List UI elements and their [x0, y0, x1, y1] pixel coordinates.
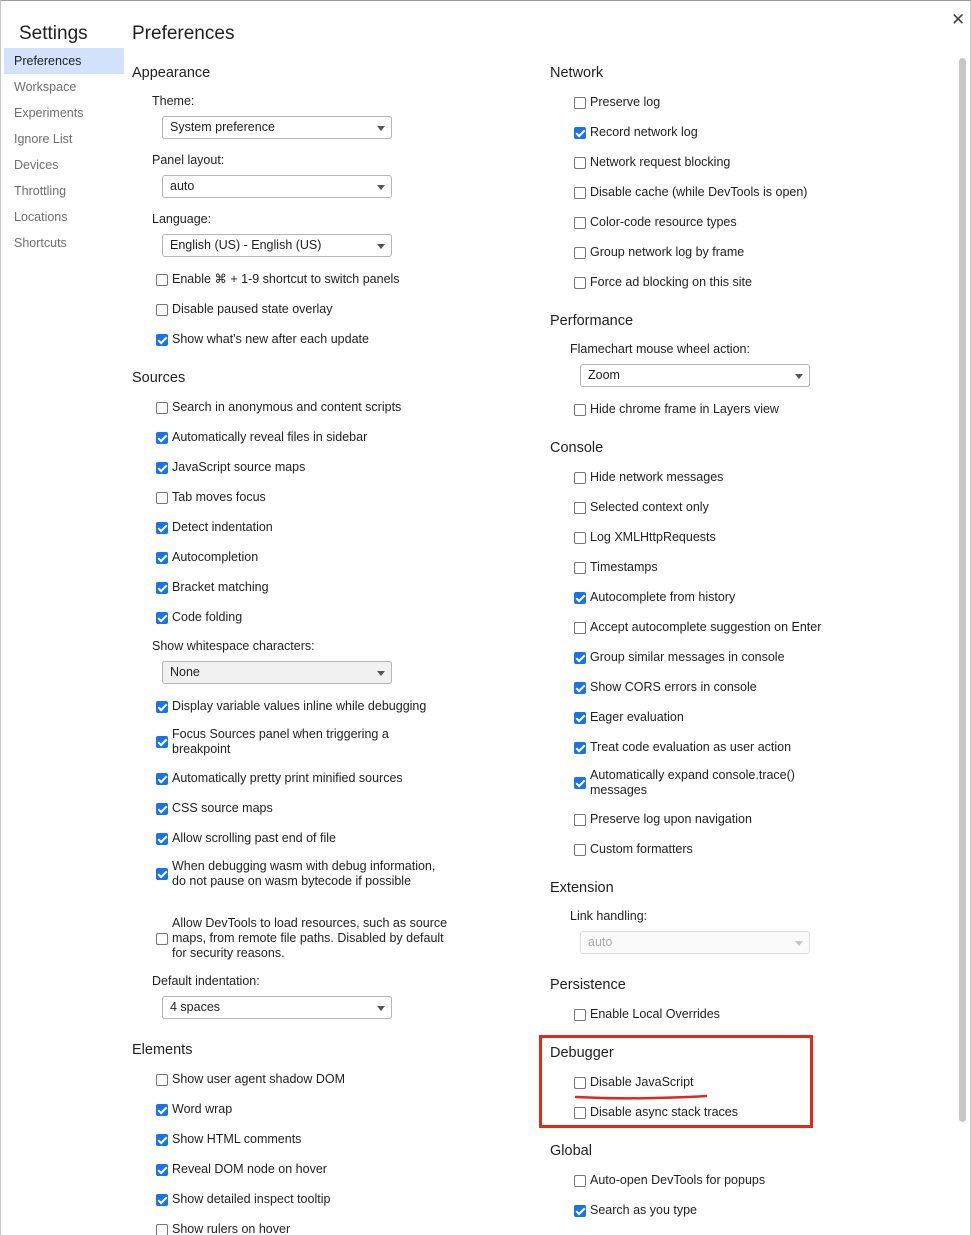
checkbox[interactable]: [574, 472, 586, 484]
language-value: English (US) - English (US): [170, 238, 322, 252]
checkbox[interactable]: [156, 492, 168, 504]
flamechart-label: Flamechart mouse wheel action:: [570, 342, 750, 356]
option-label: Show user agent shadow DOM: [172, 1072, 346, 1086]
checkbox[interactable]: [156, 1134, 168, 1146]
option-row[interactable]: [156, 1072, 345, 1087]
section-debugger: Debugger: [550, 1045, 614, 1061]
section-elements: Elements: [132, 1042, 193, 1058]
option-row[interactable]: [156, 831, 336, 846]
option-label: Timestamps: [590, 560, 658, 574]
option-row[interactable]: [156, 1162, 327, 1177]
section-extension: Extension: [550, 880, 614, 896]
option-label: Show rulers on hover: [172, 1222, 291, 1235]
option-row[interactable]: [156, 490, 266, 505]
option-row[interactable]: [156, 1222, 290, 1235]
option-label: Eager evaluation: [590, 710, 684, 724]
option-label: Show what's new after each update: [172, 332, 369, 346]
option-label: Log XMLHttpRequests: [590, 530, 716, 544]
section-performance: Performance: [550, 313, 634, 329]
scrollbar[interactable]: [956, 56, 969, 1235]
option-row[interactable]: [574, 155, 730, 170]
checkbox[interactable]: [156, 933, 168, 945]
option-row[interactable]: [156, 580, 269, 595]
option-row[interactable]: [156, 1102, 232, 1117]
option-row[interactable]: [574, 680, 757, 695]
link-handling-label: Link handling:: [570, 909, 648, 923]
option-label: Autocompletion: [172, 550, 259, 564]
option-row[interactable]: [156, 550, 258, 565]
dropdown-arrow-icon: [377, 244, 385, 249]
dropdown-arrow-icon: [377, 185, 385, 190]
option-row[interactable]: [574, 470, 723, 485]
option-row[interactable]: [156, 302, 333, 317]
checkbox[interactable]: [156, 612, 168, 624]
option-label: Treat code evaluation as user action: [590, 740, 792, 754]
checkbox[interactable]: [156, 334, 168, 346]
option-row[interactable]: [574, 560, 658, 575]
option-label: Allow scrolling past end of file: [172, 831, 336, 845]
option-label: Group similar messages in console: [590, 650, 785, 664]
whitespace-select[interactable]: [162, 661, 392, 684]
option-label: Enable Local Overrides: [590, 1007, 720, 1021]
option-label: Search in anonymous and content scripts: [172, 400, 402, 414]
option-label: Code folding: [172, 610, 243, 624]
checkbox[interactable]: [156, 582, 168, 594]
option-label: Group network log by frame: [590, 245, 745, 259]
checkbox[interactable]: [156, 304, 168, 316]
option-row[interactable]: [156, 520, 273, 535]
option-label: Bracket matching: [172, 580, 269, 594]
option-row[interactable]: [574, 1173, 765, 1188]
annotation-highlight-box: [539, 1035, 813, 1128]
dropdown-arrow-icon: [795, 374, 803, 379]
nav-item-locations[interactable]: Locations: [14, 210, 68, 224]
option-label: Preserve log upon navigation: [590, 812, 752, 826]
option-label: Enable ⌘ + 1-9 shortcut to switch panels: [172, 272, 400, 286]
language-select[interactable]: [162, 234, 392, 257]
checkbox[interactable]: [574, 187, 586, 199]
option-row[interactable]: [156, 801, 273, 816]
option-row[interactable]: [574, 500, 709, 515]
option-label: Display variable values inline while debugging: [172, 699, 427, 713]
option-label: Focus Sources panel when triggering a breakpoint: [172, 727, 389, 756]
nav-item-devices[interactable]: Devices: [14, 158, 59, 172]
checkbox[interactable]: [574, 532, 586, 544]
option-row[interactable]: [574, 185, 807, 200]
dropdown-arrow-icon: [377, 126, 385, 131]
option-label: Tab moves focus: [172, 490, 266, 504]
nav-item-ignore-list[interactable]: Ignore List: [14, 132, 73, 146]
checkbox[interactable]: [574, 742, 586, 754]
option-row[interactable]: [156, 1192, 330, 1207]
checkbox[interactable]: [574, 844, 586, 856]
page-title: Preferences: [132, 23, 235, 44]
option-row[interactable]: [574, 650, 785, 665]
option-label: Disable JavaScript: [590, 1075, 694, 1089]
option-label: Automatically reveal files in sidebar: [172, 430, 368, 444]
whitespace-value: None: [170, 665, 200, 679]
option-label: Hide chrome frame in Layers view: [590, 402, 779, 416]
checkbox[interactable]: [574, 404, 586, 416]
option-label: Custom formatters: [590, 842, 693, 856]
option-label: Force ad blocking on this site: [590, 275, 752, 289]
checkbox[interactable]: [574, 97, 586, 109]
option-row[interactable]: [156, 610, 242, 625]
checkbox[interactable]: [574, 247, 586, 259]
checkbox[interactable]: [574, 712, 586, 724]
option-label: CSS source maps: [172, 801, 273, 815]
option-label: Detect indentation: [172, 520, 273, 534]
option-row[interactable]: [156, 460, 305, 475]
nav-item-experiments[interactable]: Experiments: [14, 106, 84, 120]
option-row[interactable]: [574, 245, 744, 260]
checkbox[interactable]: [574, 127, 586, 139]
option-row[interactable]: [574, 402, 779, 417]
option-row[interactable]: [156, 771, 403, 786]
checkbox[interactable]: [574, 502, 586, 514]
nav-item-throttling[interactable]: Throttling: [14, 184, 67, 198]
checkbox[interactable]: [156, 701, 168, 713]
section-sources: Sources: [132, 370, 186, 386]
option-label: Autocomplete from history: [590, 590, 736, 604]
settings-title: Settings: [19, 23, 88, 44]
checkbox[interactable]: [156, 773, 168, 785]
close-icon[interactable]: ✕: [951, 10, 966, 29]
option-row[interactable]: [574, 768, 814, 798]
checkbox[interactable]: [156, 868, 168, 880]
section-console: Console: [550, 440, 604, 456]
option-label: Automatically pretty print minified sources: [172, 771, 403, 785]
indentation-label: Default indentation:: [152, 974, 260, 988]
option-label: Preserve log: [590, 95, 661, 109]
option-label: Color-code resource types: [590, 215, 737, 229]
nav-item-preferences[interactable]: Preferences: [4, 48, 124, 74]
option-row[interactable]: [574, 842, 693, 857]
option-row[interactable]: [156, 916, 448, 961]
scrollbar-thumb[interactable]: [959, 58, 966, 1122]
dropdown-arrow-icon: [377, 671, 385, 676]
option-row[interactable]: [156, 859, 448, 889]
checkbox[interactable]: [156, 432, 168, 444]
option-row[interactable]: [574, 812, 752, 827]
panel-layout-value: auto: [170, 179, 195, 193]
nav-item-shortcuts[interactable]: Shortcuts: [14, 236, 67, 250]
flamechart-value: Zoom: [588, 368, 620, 382]
checkbox[interactable]: [574, 652, 586, 664]
panel-layout-label: Panel layout:: [152, 153, 225, 167]
whitespace-label: Show whitespace characters:: [152, 639, 315, 653]
option-row[interactable]: [574, 95, 660, 110]
panel-layout-select[interactable]: [162, 175, 392, 198]
option-label: Word wrap: [172, 1102, 233, 1116]
section-persistence: Persistence: [550, 977, 626, 993]
checkbox[interactable]: [574, 622, 586, 634]
link-handling-value: auto: [588, 935, 613, 949]
checkbox[interactable]: [156, 462, 168, 474]
checkbox[interactable]: [156, 736, 168, 748]
checkbox[interactable]: [574, 277, 586, 289]
option-label: Network request blocking: [590, 155, 731, 169]
checkbox[interactable]: [574, 592, 586, 604]
option-label: Hide network messages: [590, 470, 724, 484]
option-label: Reveal DOM node on hover: [172, 1162, 327, 1176]
checkbox[interactable]: [574, 682, 586, 694]
checkbox[interactable]: [156, 274, 168, 286]
option-label: Show HTML comments: [172, 1132, 302, 1146]
section-appearance: Appearance: [132, 65, 211, 81]
language-label: Language:: [152, 212, 212, 226]
checkbox[interactable]: [574, 777, 586, 789]
option-row[interactable]: [574, 215, 737, 230]
checkbox[interactable]: [574, 157, 586, 169]
checkbox[interactable]: [156, 1224, 168, 1235]
checkbox[interactable]: [156, 522, 168, 534]
option-row[interactable]: [156, 1132, 301, 1147]
option-label: Auto-open DevTools for popups: [590, 1173, 766, 1187]
section-global: Global: [550, 1143, 592, 1159]
option-label: Show CORS errors in console: [590, 680, 757, 694]
option-row[interactable]: [574, 710, 684, 725]
dropdown-arrow-icon: [377, 1006, 385, 1011]
checkbox[interactable]: [574, 1009, 586, 1021]
option-row[interactable]: [156, 332, 369, 347]
option-label: Accept autocomplete suggestion on Enter: [590, 620, 822, 634]
flamechart-select[interactable]: [580, 364, 810, 387]
dropdown-arrow-icon: [795, 941, 803, 946]
checkbox[interactable]: [574, 814, 586, 826]
indentation-value: 4 spaces: [170, 1000, 221, 1014]
annotation-underline: [575, 1094, 707, 1100]
option-label: Selected context only: [590, 500, 709, 514]
theme-value: System preference: [170, 120, 275, 134]
option-row[interactable]: [574, 590, 735, 605]
section-network: Network: [550, 65, 604, 81]
option-label: JavaScript source maps: [172, 460, 306, 474]
checkbox[interactable]: [574, 1175, 586, 1187]
option-label: When debugging wasm with debug information, do not pause on wasm bytecode if possible: [172, 859, 436, 888]
option-row[interactable]: [156, 727, 446, 757]
option-label: Allow DevTools to load resources, such as source maps, from remote file paths. Disabled by default for security reasons.: [172, 916, 448, 960]
option-row[interactable]: [156, 272, 400, 287]
checkbox[interactable]: [156, 1074, 168, 1086]
option-row[interactable]: [574, 740, 791, 755]
option-row[interactable]: [156, 699, 426, 714]
checkbox[interactable]: [156, 402, 168, 414]
theme-select[interactable]: [162, 116, 392, 139]
nav-item-workspace[interactable]: Workspace: [14, 80, 77, 94]
option-label: Automatically expand console.trace() messages: [590, 768, 795, 797]
option-row[interactable]: [574, 1203, 697, 1218]
option-row[interactable]: [574, 530, 716, 545]
link-handling-select[interactable]: [580, 931, 810, 954]
checkbox[interactable]: [156, 552, 168, 564]
option-label: Search as you type: [590, 1203, 698, 1217]
option-row[interactable]: [574, 620, 821, 635]
option-row[interactable]: [574, 275, 752, 290]
checkbox[interactable]: [156, 803, 168, 815]
checkbox[interactable]: [574, 217, 586, 229]
option-row[interactable]: [574, 125, 698, 140]
option-label: Record network log: [590, 125, 698, 139]
option-label: Show detailed inspect tooltip: [172, 1192, 331, 1206]
checkbox[interactable]: [156, 1104, 168, 1116]
option-label: Disable cache (while DevTools is open): [590, 185, 808, 199]
option-label: Disable paused state overlay: [172, 302, 333, 316]
settings-nav: [4, 48, 124, 256]
checkbox[interactable]: [574, 1205, 586, 1217]
theme-label: Theme:: [152, 94, 195, 108]
checkbox[interactable]: [156, 1164, 168, 1176]
checkbox[interactable]: [574, 562, 586, 574]
checkbox[interactable]: [156, 833, 168, 845]
option-label: Disable async stack traces: [590, 1105, 738, 1119]
option-row[interactable]: [574, 1007, 720, 1022]
option-row[interactable]: [156, 430, 367, 445]
indentation-select[interactable]: [162, 996, 392, 1019]
checkbox[interactable]: [156, 1194, 168, 1206]
option-row[interactable]: [156, 400, 401, 415]
